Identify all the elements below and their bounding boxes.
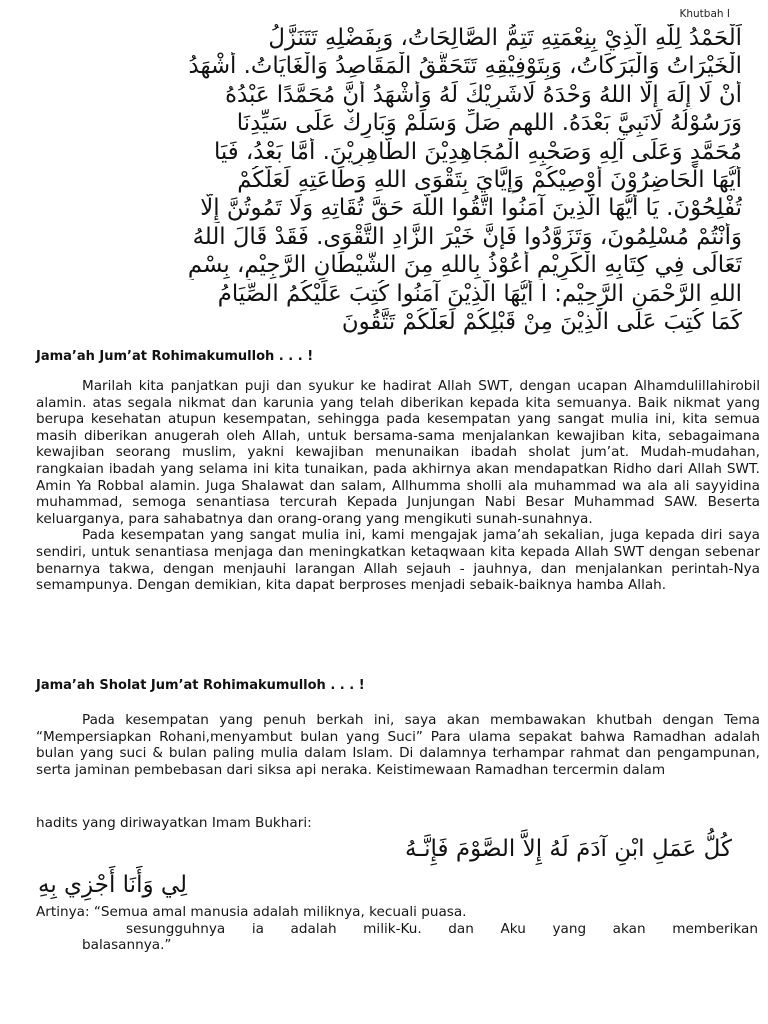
arabic-line: أَنْ لَا إِلَهَ إِلَّا اللهُ وَحْدَهُ لَاشَرِيْكَ لَهُ وَأَشْهَدُ أَنَّ مُحَمَّدًا عَبْدُهُ [225,81,742,108]
hadith-translation [36,904,758,954]
section-heading-sholat-jumat: Jama’ah Sholat Jum’at Rohimakumulloh . . . ! [36,678,365,693]
paragraph: Pada kesempatan yang sangat mulia ini, kami mengajak jama’ah sekalian, juga kepada diri saya sendiri, untuk senantiasa menjaga dan meningkatkan ketaqwaan kita kepada Allah SWT dengan sebenar benarnya takwa, dengan menjauhi larangan Allah sejauh - jauhnya, dan menjalankan perintah-Nya semampunya. Dengan demikian, kita dapat berproses menjadi sebaik-baiknya hamba Allah. [36,527,760,594]
translation-line-1: Artinya: “Semua amal manusia adalah miliknya, kecuali puasa. [36,904,467,920]
arabic-line: تُفْلِحُوْنَ. يَا أَيُّهَا الَّذِينَ آمَنُوا اتَّقُوا اللَّهَ حَقَّ تُقَاتِهِ وَلَا تَمُوتُنَّ إِلَّا [200,195,742,222]
hadith-arabic-line-1: كُلُّ عَمَلِ ابْنِ آدَمَ لَهُ إِلاَّ الصَّوْمَ فَإِنَّـهُ [405,836,732,862]
section-heading-jumat: Jama’ah Jum’at Rohimakumulloh . . . ! [36,349,314,364]
paragraph: Pada kesempatan yang penuh berkah ini, saya akan membawakan khutbah dengan Tema “Mempersiapkan Rohani,menyambut bulan yang Suci” Para ulama sepakat bahwa Ramadhan adalah bulan yang suci & bulan paling mulia dalam Islam. Di dalamnya terhampar rahmat dan pengampunan, serta jaminan pembebasan dari siksa api neraka. Keistimewaan Ramadhan tercermin dalam [36,712,760,778]
arabic-line: وَرَسُوْلُهُ لَانَبِيَّ بَعْدَهُ. اللهم صَلِّ وَسَلِّمْ وَبَارِكْ عَلَى سَيِّدِنَا [236,110,742,137]
paragraph: Marilah kita panjatkan puji dan syukur ke hadirat Allah SWT, dengan ucapan Alhamdulillahirobil alamin. atas segala nikmat dan karunia yang telah diberikan kepada kita semuanya. Baik nikmat yang berupa kesehatan atupun kesempatan, sehingga pada kesempatan yang sangat mulia ini, kita semua masih diberikan anugerah oleh Allah, untuk bersama-sama menjalankan kewajiban kita, sebagaimana kewajiban seorang muslim, yakni kewajiban menunaikan ibadah sholat jum’at. Mudah-mudahan, rangkaian ibadah yang selama ini kita tunaikan, pada akhirnya akan mendapatkan Ridho dari Allah SWT. Amin Ya Robbal alamin. Juga Shalawat dan salam, Allhumma sholli ala muhammad wa ala ali sayyidina muhammad, semoga senantiasa tercurah Kepada Junjungan Nabi Besar Muhammad SAW. Beserta keluarganya, para sahabatnya dan orang-orang yang mengikuti sunah-sunahnya. [36,378,760,527]
translation-line-2: sesungguhnya ia adalah milik-Ku. dan Aku yang akan memberikan [126,920,758,937]
arabic-line: اَلْحَمْدُ لِلّٰهِ الَّذِيْ بِنِعْمَتِهِ تَتِمُّ الصَّالِحَاتُ، وَبِفَضْلِهِ تَتَنَزَّلُ [268,25,742,51]
section2-body [36,712,760,778]
arabic-line: مُحَمَّدٍ وَعَلَى آلِهِ وَصَحْبِهِ الْمُجَاهِدِيْنَ الطَّاهِرِيْنَ. أَمَّا بَعْدُ، فَيَا [213,138,742,165]
section1-body [36,378,760,594]
arabic-line: وَأَنْتُمْ مُسْلِمُونَ، وَتَزَوَّدُوا فَإِنَّ خَيْرَ الزَّادِ التَّقْوَى. فَقَدْ قَالَ اللهُ [192,223,742,250]
arabic-opening-text [34,24,742,336]
page-header-label: Khutbah I [679,8,730,20]
hadith-arabic-line-2: لِي وَأَنَا أَجْزِي بِهِ [38,872,188,898]
arabic-line: أَيُّهَا الْحَاضِرُوْنَ أُوْصِيْكُمْ وَإِيَّايَ بِتَقْوَى اللهِ وَطَاعَتِهِ لَعَلَّكُمْ [237,167,742,194]
arabic-line: الْخَيْرَاتُ وَالْبَرَكَاتُ، وَبِتَوْفِيْقِهِ تَتَحَقَّقُ الْمَقَاصِدُ وَالْغَايَاتُ. أَشْهَدُ [188,53,742,80]
hadith-intro: hadits yang diriwayatkan Imam Bukhari: [36,815,312,831]
arabic-line: تَعَالَى فِي كِتَابِهِ الْكَرِيْمِ أَعُوْذُ بِاللهِ مِنَ الشَّيْطَانِ الرَّجِيْمِ، بِسْمِ [187,252,742,279]
arabic-line: كَمَا كُتِبَ عَلَى الَّذِيْنَ مِنْ قَبْلِكُمْ لَعَلَّكُمْ تَتَّقُونَ [341,309,742,336]
translation-line-3: balasannya.” [82,937,172,954]
arabic-line: اللهِ الرَّحْمَنِ الرَّحِيْمِ: ا أَيُّهَا الَّذِيْنَ آمَنُوا كُتِبَ عَلَيْكُمُ الصِّيَامُ [217,280,742,307]
